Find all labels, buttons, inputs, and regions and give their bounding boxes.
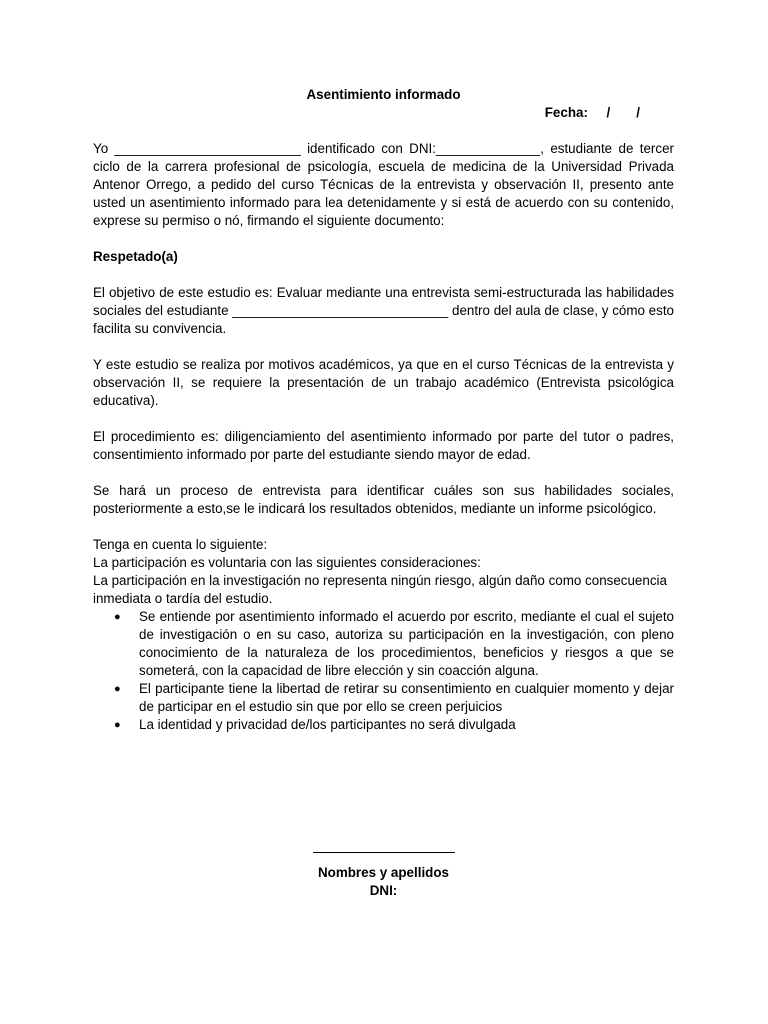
spacer — [93, 266, 674, 284]
list-item — [114, 680, 674, 716]
spacer — [93, 518, 674, 536]
signature-line — [313, 852, 455, 853]
list-item — [114, 608, 674, 680]
process-paragraph: Se hará un proceso de entrevista para identificar cuáles son sus habilidades sociales, posteriormente a esto,se le indicará los resultados obtenidos, mediante un informe psicológico. — [93, 483, 674, 516]
list-item-text: El participante tiene la libertad de retirar su consentimiento en cualquier momento y dejar de participar en el estudio sin que por ello se creen perjuicios — [139, 681, 674, 714]
objective-paragraph: El objetivo de este estudio es: Evaluar mediante una entrevista semi-estructurada las habilidades sociales del estudiante _____________________________ dentro del aula de clase, y cómo esto facilita su convivencia. — [93, 285, 674, 336]
document-page — [93, 86, 674, 898]
list-item — [114, 716, 674, 734]
spacer — [93, 230, 674, 248]
voluntary-line: La participación es voluntaria con las siguientes consideraciones: — [93, 555, 481, 570]
considerations-list — [93, 608, 674, 734]
signature-id-label: DNI: — [369, 883, 398, 898]
salutation: Respetado(a) — [93, 249, 178, 264]
list-item-text: Se entiende por asentimiento informado el acuerdo por escrito, mediante el cual el sujeto de investigación o en su caso, autoriza su participación en la investigación, con pleno conocimiento de la naturaleza de los procedimientos, beneficios y riesgos a que se someterá, con la capacidad de libre elección y sin coacción alguna. — [139, 609, 674, 678]
consider-intro: Tenga en cuenta lo siguiente: — [93, 537, 268, 552]
bullet-icon: ● — [114, 719, 121, 731]
no-risk-line: La participación en la investigación no representa ningún riesgo, algún daño como consecuencia inmediata o tardía del estudio. — [93, 573, 667, 606]
reason-paragraph: Y este estudio se realiza por motivos académicos, ya que en el curso Técnicas de la entrevista y observación II, se requiere la presentación de un trabajo académico (Entrevista psicológica educativa). — [93, 357, 674, 408]
signature-block — [93, 846, 674, 900]
bullet-icon: ● — [114, 611, 121, 623]
document-title: Asentimiento informado — [306, 87, 461, 102]
spacer — [93, 122, 674, 140]
date-line: Fecha: / / — [544, 105, 640, 120]
spacer — [93, 464, 674, 482]
list-item-text: La identidad y privacidad de/los participantes no será divulgada — [139, 717, 516, 732]
signature-name-label: Nombres y apellidos — [318, 865, 449, 880]
intro-paragraph: Yo _________________________ identificado con DNI:______________, estudiante de tercer ciclo de la carrera profesional de psicología, escuela de medicina de la Universidad Privada Antenor Orrego, a pedido del curso Técnicas de la entrevista y observación II, presento ante usted un asentimiento informado para lea detenidamente y si está de acuerdo con su contenido, exprese su permiso o nó, firmando el siguiente documento: — [93, 141, 674, 228]
spacer — [93, 410, 674, 428]
procedure-paragraph: El procedimiento es: diligenciamiento del asentimiento informado por parte del tutor o padres, consentimiento informado por parte del estudiante siendo mayor de edad. — [93, 429, 674, 462]
bullet-icon: ● — [114, 683, 121, 695]
spacer — [93, 338, 674, 356]
